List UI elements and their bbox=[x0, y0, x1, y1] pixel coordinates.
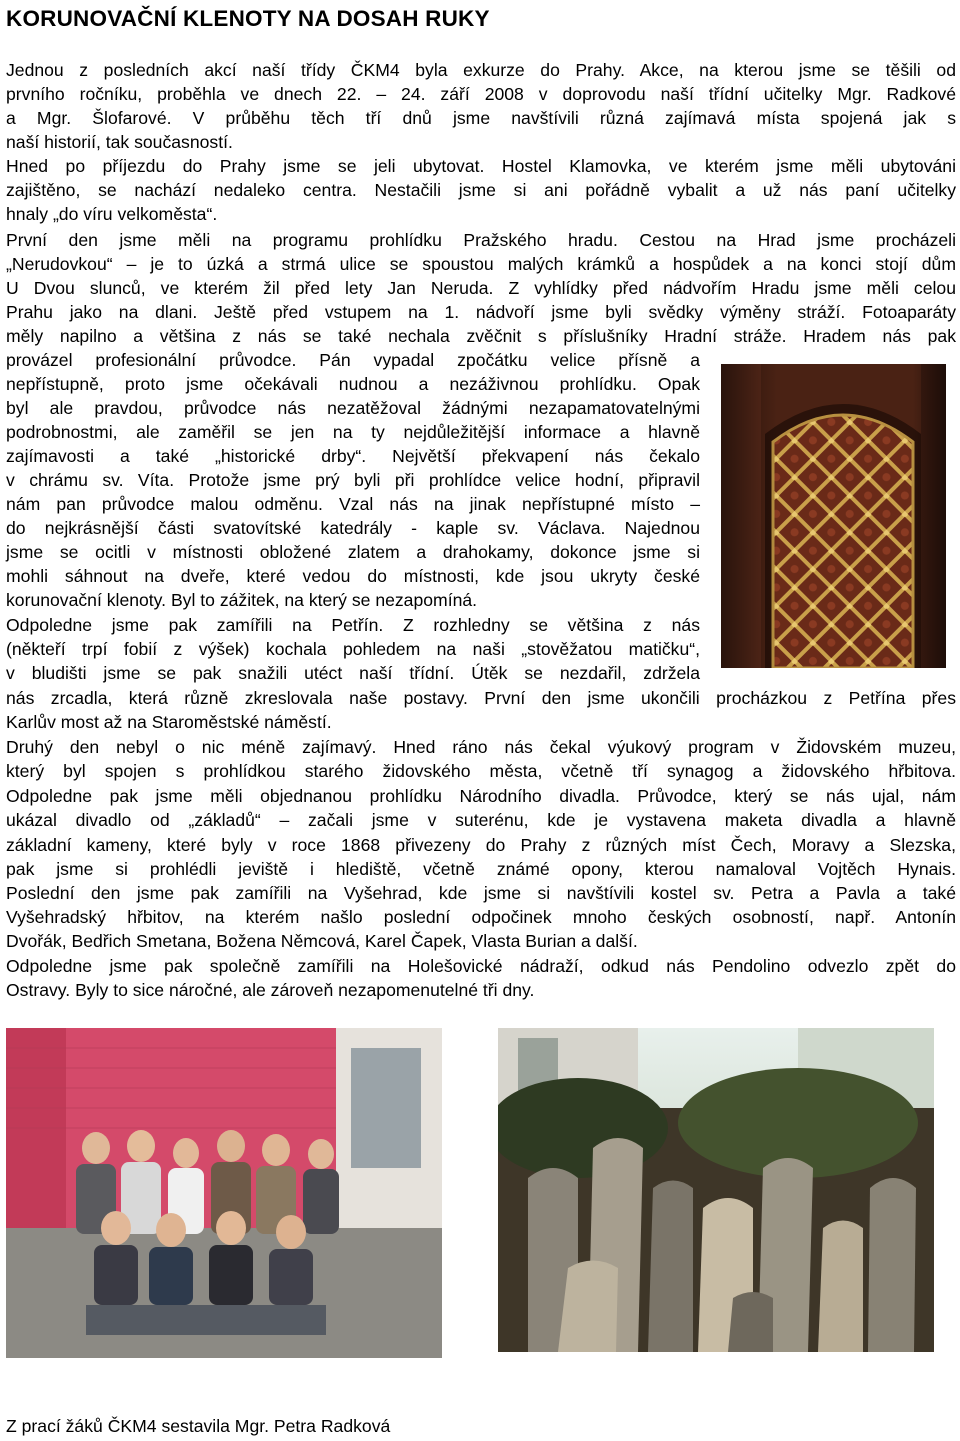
jewish-cemetery-photo bbox=[498, 1028, 934, 1352]
chapel-door-photo bbox=[721, 364, 946, 668]
paragraph-line: pak jsme si prohlédli jeviště i hlediště, včetně známé opony, kterou namaloval Vojtěch Hynais. bbox=[6, 859, 956, 879]
paragraph-line: První den jsme měli na programu prohlídku Pražského hradu. Cestou na Hrad jsme procházeli bbox=[6, 230, 956, 250]
paragraph-line: „Nerudovkou“ – je to úzká a strmá ulice se spoustou malých krámků a hospůdek a na konci stojí dům bbox=[6, 254, 956, 274]
paragraph-line: Ostravy. Byly to sice náročné, ale zároveň nezapomenutelné tři dny. bbox=[6, 980, 535, 1000]
paragraph-line: nás zrcadla, která různě zkreslovala naše postavy. První den jsme ukončili procházkou z Petřína přes bbox=[6, 688, 956, 708]
paragraph-line: mohli sáhnout na dveře, které vedou do místnosti, kde jsou ukryty české bbox=[6, 566, 700, 586]
paragraph-line: nepřístupně, proto jsme očekávali nudnou a nezáživnou prohlídku. Opak bbox=[6, 374, 700, 394]
paragraph-line: Hned po příjezdu do Prahy jsme se jeli ubytovat. Hostel Klamovka, ve kterém jsme měli ubytováni bbox=[6, 156, 956, 176]
paragraph-line: ukázal divadlo od „základů“ – začali jsme v suterénu, kde je vystavena maketa divadla a hlavně bbox=[6, 810, 956, 830]
paragraph-line: hnaly „do víru velkoměsta“. bbox=[6, 204, 218, 224]
paragraph-line: prvního ročníku, proběhla ve dnech 22. – 24. září 2008 v doprovodu naší třídní učitelky Mgr. Radkové bbox=[6, 84, 956, 104]
paragraph-line: byl ale pravdou, průvodce nás nezatěžoval žádnými nezapamatovatelnými bbox=[6, 398, 700, 418]
paragraph-line: podrobnostmi, ale zaměřil se jen na ty nejdůležitější informace a hlavně bbox=[6, 422, 700, 442]
paragraph-line: U Dvou slunců, ve kterém žil před lety Jan Neruda. Z vyhlídky před nádvořím Hradu jsme měli celou bbox=[6, 278, 956, 298]
paragraph-line: provázel profesionální průvodce. Pán vypadal zpočátku velice přísně a bbox=[6, 350, 700, 370]
article-title: KORUNOVAČNÍ KLENOTY NA DOSAH RUKY bbox=[6, 6, 490, 31]
paragraph-line: zajištěno, se nachází nedaleko centra. Nestačili jsme si ani pořádně vybalit a už nás paní učitelky bbox=[6, 180, 956, 200]
paragraph-line: Druhý den nebyl o nic méně zajímavý. Hned ráno nás čekal výukový program v Židovském muzeu, bbox=[6, 737, 956, 757]
paragraph-line: Odpoledne pak jsme měli objednanou prohlídku Národního divadla. Průvodce, který se nás ujal, nám bbox=[6, 786, 956, 806]
paragraph-line: naší historií, tak současností. bbox=[6, 132, 233, 152]
paragraph-line: jsme se ocitli v místnosti obložené zlatem a drahokamy, dokonce jsme si bbox=[6, 542, 700, 562]
paragraph-line: zajímavosti a také „historické drby“. Největší překvapení nás čekalo bbox=[6, 446, 700, 466]
paragraph-line: do nejkrásnější části svatovítské katedrály - kaple sv. Václava. Najednou bbox=[6, 518, 700, 538]
paragraph-line: (někteří trpí fobií z výšek) kochala pohledem na naši „stověžatou matičku“, bbox=[6, 639, 700, 659]
class-group-photo bbox=[6, 1028, 442, 1358]
paragraph-line: Odpoledne jsme pak zamířili na Petřín. Z rozhledny se většina z nás bbox=[6, 615, 700, 635]
paragraph-line: nám pan průvodce malou odměnu. Vzal nás na jinak nepřístupné místo – bbox=[6, 494, 700, 514]
paragraph-line: který byl spojen s prohlídkou starého židovského města, včetně tří synagog a židovského hřbitova. bbox=[6, 761, 956, 781]
paragraph-line: korunovační klenoty. Byl to zážitek, na který se nezapomíná. bbox=[6, 590, 478, 610]
paragraph-line: Jednou z posledních akcí naší třídy ČKM4 byla exkurze do Prahy. Akce, na kterou jsme se těšili od bbox=[6, 60, 956, 80]
paragraph-line: v bludišti jsme se pak snažili utéct naší třídní. Útěk se nezdařil, zdržela bbox=[6, 663, 700, 683]
paragraph-line: Odpoledne jsme pak společně zamířili na Holešovické nádraží, odkud nás Pendolino odvezlo zpět do bbox=[6, 956, 956, 976]
paragraph-line: a Mgr. Šlofarové. V průběhu těch tří dnů jsme navštívili různá zajímavá místa spojená jak s bbox=[6, 108, 956, 128]
paragraph-line: Karlův most až na Staroměstské náměstí. bbox=[6, 712, 332, 732]
paragraph-line: Dvořák, Bedřich Smetana, Božena Němcová, Karel Čapek, Vlasta Burian a další. bbox=[6, 931, 638, 951]
paragraph-line: v chrámu sv. Víta. Protože jsme prý byli při prohlídce velice hodní, připravil bbox=[6, 470, 700, 490]
paragraph-line: základní kameny, které byly v roce 1868 přivezeny do Prahy z různých míst Čech, Moravy a Slezska, bbox=[6, 835, 956, 855]
paragraph-line: Vyšehradský hřbitov, na kterém našlo poslední odpočinek mnoho českých osobností, např. Antonín bbox=[6, 907, 956, 927]
paragraph-line: Poslední den jsme pak zamířili na Vyšehrad, kde jsme si navštívili kostel sv. Petra a Pavla a také bbox=[6, 883, 956, 903]
paragraph-line: Prahu jako na dlani. Ještě před vstupem na 1. nádvoří jsme byli svědky výměny stráží. Fotoaparáty bbox=[6, 302, 956, 322]
author-signature: Z prací žáků ČKM4 sestavila Mgr. Petra Radková bbox=[6, 1416, 391, 1436]
paragraph-line: měly napilno a většina z nás se také nechala zvěčnit s příslušníky Hradní stráže. Hradem nás pak bbox=[6, 326, 956, 346]
